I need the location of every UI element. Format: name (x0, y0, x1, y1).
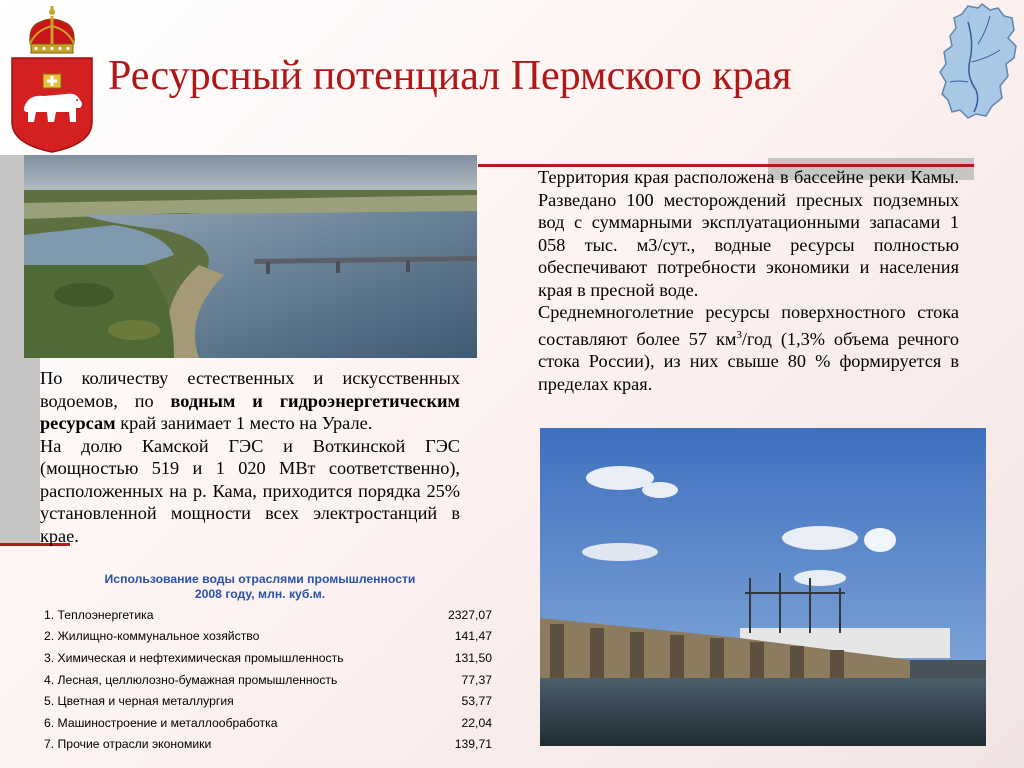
river-photo (24, 155, 477, 358)
row-value: 2327,07 (447, 607, 492, 622)
row-label: 7. Прочие отрасли экономики (44, 737, 212, 752)
table-row (40, 626, 500, 648)
row-label: 3. Химическая и нефтехимическая промышленность (44, 650, 344, 665)
right-text-block (538, 166, 959, 395)
table-title: Использование воды отраслями промышленности 2008 году, млн. куб.м. (104, 572, 416, 601)
row-value: 22,04 (461, 715, 492, 730)
right-paragraph-1: Территория края расположена в бассейне реки Камы. Разведано 100 месторождений пресных подземных вод с суммарными эксплуатационными запасами 1 058 тыс. м3/сут., водные ресурсы полностью обеспечивают потребности экономики и населения края в пресной воде. (538, 167, 959, 300)
row-label: 6. Машиностроение и металлообработка (44, 715, 278, 730)
table-row (40, 669, 500, 691)
left-text-block (40, 367, 460, 547)
table-row (40, 690, 500, 712)
table-row (40, 712, 500, 734)
table-row (40, 647, 500, 669)
row-value: 77,37 (461, 672, 492, 687)
left-paragraph-1: По количеству естественных и искусственных водоемов, по водным и гидроэнергетическим ресурсам край занимает 1 место на Урале. (40, 368, 460, 433)
row-label: 2. Жилищно-коммунальное хозяйство (44, 629, 260, 644)
page-title: Ресурсный потенциал Пермского края (108, 53, 792, 99)
perm-coat-of-arms-icon (6, 4, 98, 154)
table-row (40, 734, 500, 756)
right-paragraph-2: Среднемноголетние ресурсы поверхностного стока составляют более 57 $км^3$/год (1,3% объема речного стока России), из них свыше 80 % формируется в пределах края. (538, 302, 959, 394)
table-row (40, 604, 500, 626)
left-paragraph-2: На долю Камской ГЭС и Воткинской ГЭС (мощностью 519 и 1 020 МВт соответственно), расположенных на р. Кама, приходится порядка 25% установленной мощности всех электростанций в крае. (40, 435, 460, 546)
row-value: 141,47 (454, 629, 492, 644)
water-usage-table-body (40, 604, 500, 755)
row-value: 139,71 (454, 737, 492, 752)
row-label: 5. Цветная и черная металлургия (44, 694, 234, 709)
water-usage-table (40, 604, 500, 755)
row-label: 4. Лесная, целлюлозно-бумажная промышленность (44, 672, 338, 687)
dam-photo (540, 428, 986, 746)
row-value: 131,50 (454, 650, 492, 665)
row-label: 1. Теплоэнергетика (44, 607, 154, 622)
perm-region-map-icon (938, 2, 1020, 120)
row-value: 53,77 (461, 694, 492, 709)
